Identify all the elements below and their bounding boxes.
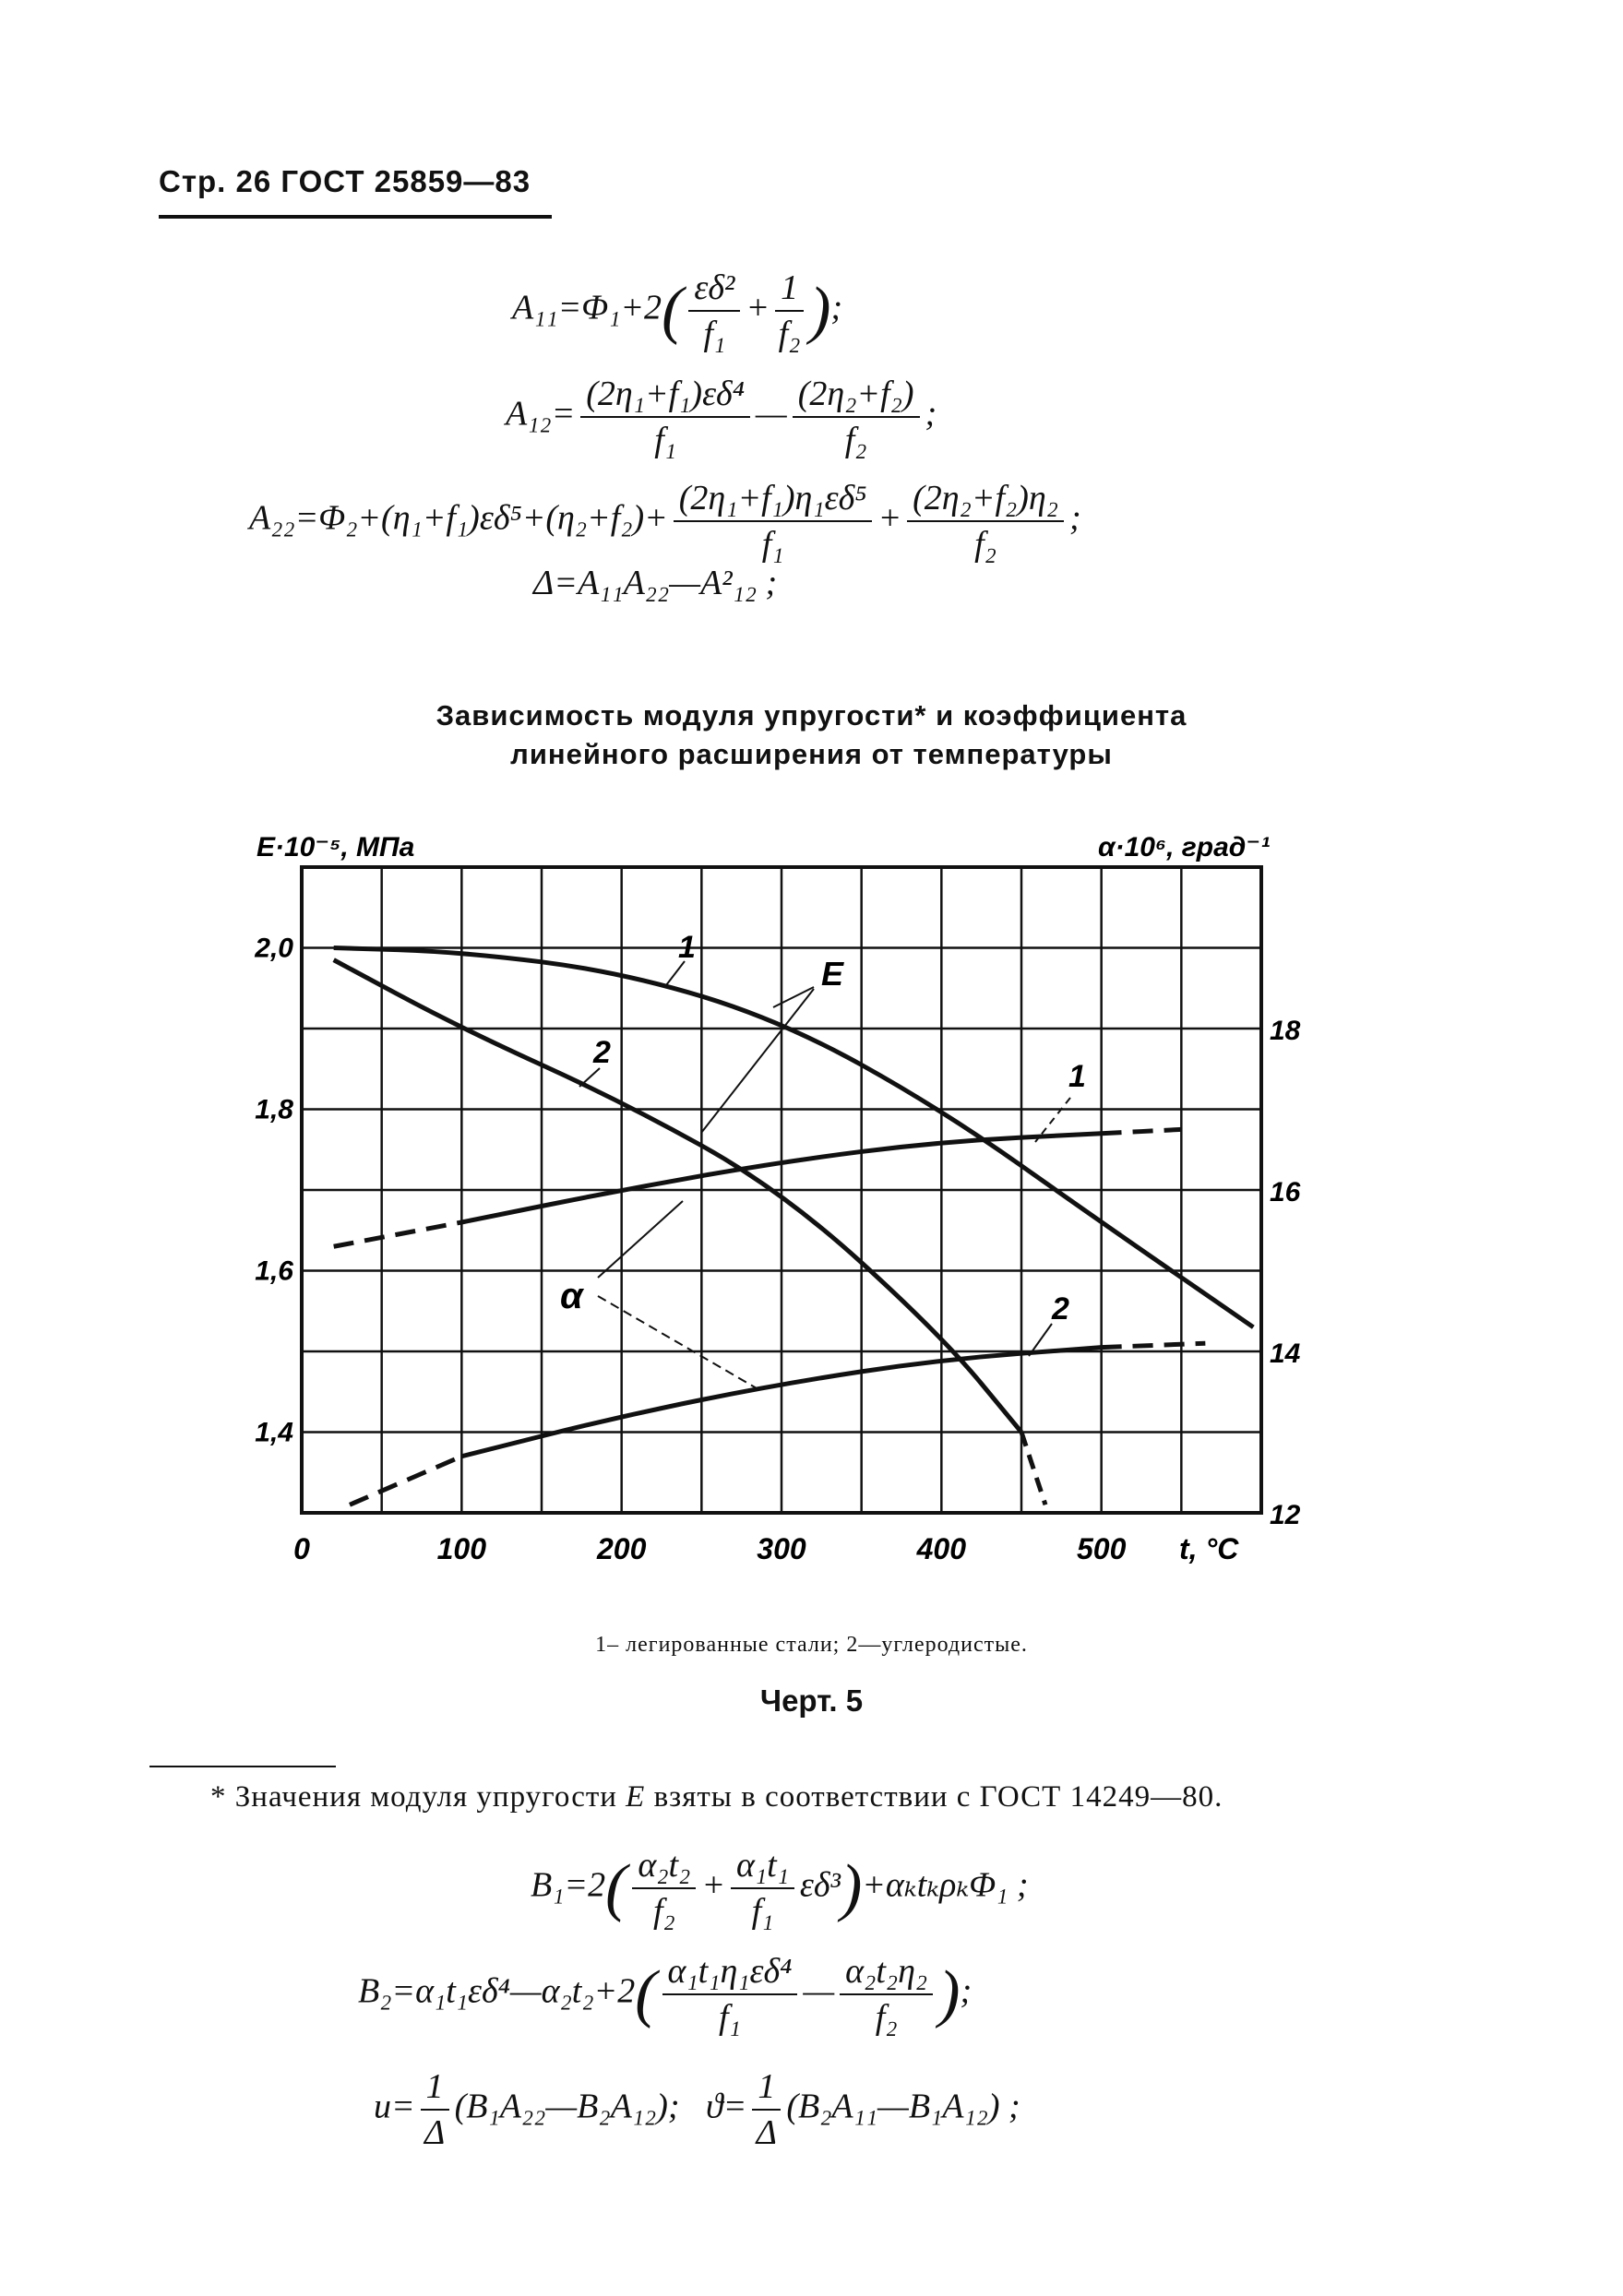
figure-legend: 1– легированные стали; 2—углеродистые. [595,1633,1028,1657]
annotation-curve2-E: 2 [593,1035,611,1070]
formula-delta: Δ=A₁₁A₂₂—A²₁₂ ; [533,564,778,602]
left-axis-label: E·10⁻⁵, МПа [257,832,415,862]
series-line-dashed [334,1222,462,1246]
left-tick-label: 1,8 [255,1094,293,1125]
x-unit-label: t, °C [1179,1532,1239,1565]
leader-E-2 [701,989,814,1133]
formula-b1: B₁=2( $\frac{\text{α₂t₂}}{\text{f₂}}$ + $\frac{\text{α₁t₁}}{\text{f₁}}$ εδ³)+αₖtₖρₖΦ₁ ; [531,1846,1029,1931]
x-tick-label: 200 [596,1532,647,1565]
right-axis-label: α·10⁶, град⁻¹ [1098,832,1271,862]
annotation-leaders [579,961,1070,1388]
series-line [334,960,1021,1433]
annotation-E: E [821,955,844,993]
leader-c2E [579,1068,600,1087]
figure-title-line2: линейного расширения от температуры [510,738,1113,770]
x-tick-label: 0 [293,1532,310,1565]
formula-u-theta: u= $\frac{1}{\Delta}$ (B₁A₂₂—B₂A₁₂); ϑ= $\frac{1}{\Delta}$ (B₂A₁₁—B₁A₁₂) ; [374,2067,1020,2152]
x-tick-label: 300 [757,1532,806,1565]
right-tick-label: 18 [1270,1016,1301,1046]
annotation-curve2-alpha: 2 [1052,1291,1069,1326]
figure-title-line1: Зависимость модуля упругости* и коэффициента [436,699,1187,732]
series-line-dashed [1102,1129,1182,1133]
series-line-dashed [1021,1433,1045,1505]
footnote: * Значения модуля упругости E взяты в соответствии с ГОСТ 14249—80. [210,1780,1223,1814]
left-tick-label: 2,0 [255,933,293,964]
x-tick-label: 100 [436,1532,487,1565]
annotation-curve1-alpha: 1 [1068,1059,1086,1094]
annotation-curve1-E: 1 [678,930,696,965]
page-header: Стр. 26 ГОСТ 25859—83 [159,164,531,198]
x-tick-label: 500 [1076,1532,1127,1565]
x-tick-label: 400 [916,1532,967,1565]
right-tick-label: 14 [1270,1338,1301,1369]
left-tick-label: 1,4 [255,1417,293,1448]
leader-alpha-1 [598,1201,683,1278]
formula-a22: A₂₂=Φ₂+(η₁+f₁)εδ⁵+(η₂+f₂)+ $\frac{\text{(2η₁+f₁)η₁εδ⁵}}{\text{f₁}}$ + $\frac{\text{(2η₂+f₂)η₂}}{\text{f₂}}$ ; [249,479,1081,564]
right-tick-label: 12 [1270,1500,1301,1530]
left-tick-label: 1,6 [255,1255,293,1287]
series-line-dashed [350,1457,461,1505]
formula-a12: A₁₂= $\frac{\text{(2η₁+f₁)εδ⁴}}{\text{f₁}}$ — $\frac{\text{(2η₂+f₂)}}{\text{f₂}}$ ; [506,375,937,459]
footnote-rule [149,1766,336,1767]
formula-a11: A₁₁=Φ₁+2( $\frac{\text{εδ²}}{\text{f₁}}$ + $\frac{1}{\text{f₂}}$ ); [512,268,843,353]
formula-b2: B₂=α₁t₁εδ⁴—α₂t₂+2( $\frac{\text{α₁t₁η₁εδ⁴}}{\text{f₁}}$ — $\frac{\text{α₂t₂η₂}}{\text{f₂}}$ ); [358,1952,973,2037]
right-tick-label: 16 [1270,1177,1301,1207]
series-line-dashed [1102,1343,1206,1347]
figure-caption: Черт. 5 [759,1683,864,1718]
annotation-alpha: α [560,1276,583,1316]
